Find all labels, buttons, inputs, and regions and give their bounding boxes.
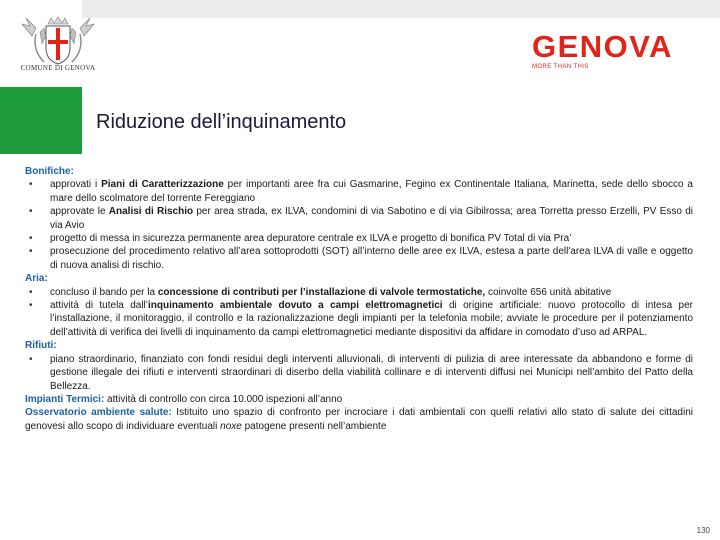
osservatorio-italic: noxe xyxy=(220,420,242,432)
section-heading-bonifiche: Bonifiche: xyxy=(25,166,74,177)
item-text: per area strada, ex ILVA, condomini di via Sabotino e di via Gibilrossa; area Torretta presso Erzelli, PV Esso di via Avio xyxy=(50,206,693,231)
item-text: di origine artificiale: nuovo protocollo di intesa per l’installazione, il monitoraggio, il controllo e la razionalizzazione degli impianti per la telefonia mobile; avviate le procedure per il potenziamento dell’attività di verifica dei livelli di inquinamento da campi elettromagnetici mediante dispositivi da affidare in comodato d’uso ad ARPAL. xyxy=(50,300,693,338)
osservatorio-paragraph xyxy=(25,406,693,433)
brand-wordmark: GENOVA xyxy=(532,29,674,64)
item-text: approvate le xyxy=(50,206,109,218)
section-heading-impianti: Impianti Termici: xyxy=(25,393,105,405)
item-text: attività di tutela dall’ xyxy=(50,300,148,312)
item-emphasis: Analisi di Rischio xyxy=(108,206,194,218)
item-text: coinvolte 656 unità abitative xyxy=(485,286,612,298)
impianti-text: attività di controllo con circa 10.000 ispezioni all’anno xyxy=(104,393,343,405)
top-strip xyxy=(82,0,720,18)
item-emphasis: Piani di Caratterizzazione xyxy=(101,179,224,191)
bullet-icon: • xyxy=(29,233,33,245)
item-text: per importanti aree fra cui Gasmarine, Fegino ex Continentale Italiana, Marinetta, sede dello sbocco a mare dello scolmatore del torrente Fereggiano xyxy=(50,179,693,204)
content-body xyxy=(25,165,693,433)
bullet-icon: • xyxy=(29,179,33,191)
item-text: prosecuzione del procedimento relativo all’area sottoprodotti (SOT) all’interno delle aree ex ILVA, estesa a parte dell'area ILVA di valle e oggetto di nuova analisi di rischio. xyxy=(50,246,693,271)
title-banner xyxy=(0,87,720,154)
list-item xyxy=(25,245,693,272)
list-item xyxy=(25,232,693,245)
brand-tagline: MORE THAN THIS xyxy=(532,64,589,70)
bullet-icon: • xyxy=(29,353,33,365)
list-item xyxy=(25,286,693,299)
bullet-icon: • xyxy=(29,206,33,218)
title-box xyxy=(82,87,720,154)
item-text: concluso il bando per la xyxy=(50,286,158,298)
section-heading-osservatorio: Osservatorio ambiente salute: xyxy=(25,407,172,419)
bullet-icon: • xyxy=(29,246,33,258)
bullet-icon: • xyxy=(29,300,33,312)
page-number: 130 xyxy=(696,526,710,535)
item-text: piano straordinario, finanziato con fondi residui degli interventi alluvionali, di interventi di pulizia di aree interessate da abbandono e forme di gestione illegale dei rifiuti e interventi straordinari di diserbo della viabilità collinare e di interventi diffusi nei Municipi nell’ambito del Patto della Bellezza. xyxy=(50,353,693,392)
impianti-paragraph xyxy=(25,393,693,406)
item-emphasis: concessione di contributi per l’installazione di valvole termostatiche, xyxy=(157,286,486,298)
list-item xyxy=(25,353,693,393)
genova-brand-logo xyxy=(532,29,702,70)
page-title: Riduzione dell’inquinamento xyxy=(96,111,347,133)
section-heading-rifiuti: Rifiuti: xyxy=(25,340,57,352)
list-item xyxy=(25,178,693,205)
item-emphasis: inquinamento ambientale dovuto a campi elettromagnetici xyxy=(148,300,443,312)
section-heading-aria: Aria: xyxy=(25,273,48,285)
osservatorio-text: patogene presenti nell’ambiente xyxy=(241,420,387,432)
crest-caption: COMUNE DI GENOVA xyxy=(20,64,96,72)
list-item xyxy=(25,205,693,232)
list-item xyxy=(25,299,693,339)
item-text: approvati i xyxy=(50,179,102,191)
item-text: progetto di messa in sicurezza permanente area depuratore centrale ex ILVA e progetto di bonifica PV Total di via Pra’ xyxy=(50,233,572,245)
osservatorio-text: Istituito uno spazio di confronto per incrociare i dati ambientali con quelli relativi allo stato di salute dei cittadini genovesi allo scopo di individuare eventuali xyxy=(25,407,693,432)
bullet-icon: • xyxy=(29,286,33,298)
